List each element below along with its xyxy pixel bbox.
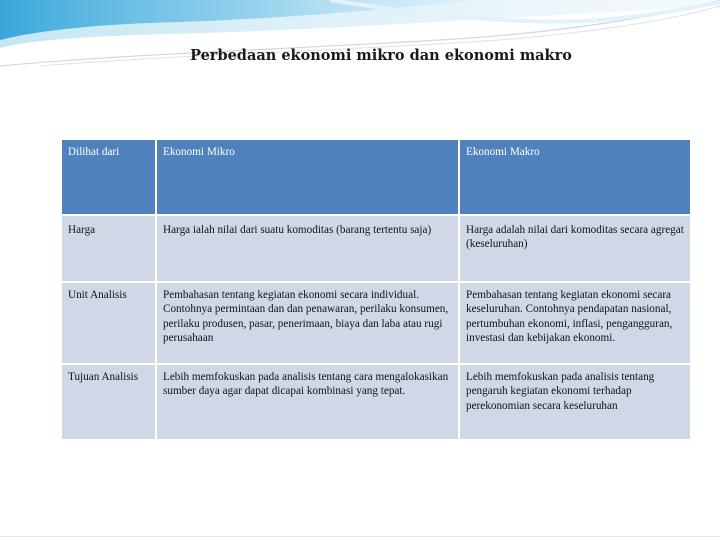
bottom-divider [0, 536, 720, 537]
mikro-cell: Lebih memfokuskan pada analisis tentang cara mengalokasikan sumber daya agar dapat dicapai kombinasi yang tepat. [156, 364, 459, 440]
mikro-cell: Harga ialah nilai dari suatu komoditas (barang tertentu saja) [156, 215, 459, 282]
mikro-cell: Pembahasan tentang kegiatan ekonomi secara individual. Contohnya permintaan dan dan penawaran, perilaku konsumen, perilaku produsen, pasar, penerimaan, biaya dan laba atau rugi perusahaan [156, 282, 459, 364]
comparison-table [60, 138, 692, 441]
row-label-cell: Harga [61, 215, 156, 282]
table-row [61, 364, 691, 440]
row-label-cell: Tujuan Analisis [61, 364, 156, 440]
header-swoosh-decoration [0, 0, 720, 80]
header-cell-ekonomi-mikro: Ekonomi Mikro [156, 139, 459, 215]
slide-title: Perbedaan ekonomi mikro dan ekonomi makro [190, 47, 572, 64]
table-row [61, 282, 691, 364]
makro-cell: Lebih memfokuskan pada analisis tentang pengaruh kegiatan ekonomi terhadap perekonomian secara keseluruhan [459, 364, 691, 440]
row-label-cell: Unit Analisis [61, 282, 156, 364]
header-cell-dilihat-dari: Dilihat dari [61, 139, 156, 215]
makro-cell: Harga adalah nilai dari komoditas secara agregat (keseluruhan) [459, 215, 691, 282]
table-header-row [61, 139, 691, 215]
makro-cell: Pembahasan tentang kegiatan ekonomi secara keseluruhan. Contohnya pendapatan nasional, pertumbuhan ekonomi, inflasi, pengangguran, investasi dan kebijakan ekonomi. [459, 282, 691, 364]
header-cell-ekonomi-makro: Ekonomi Makro [459, 139, 691, 215]
table-row [61, 215, 691, 282]
